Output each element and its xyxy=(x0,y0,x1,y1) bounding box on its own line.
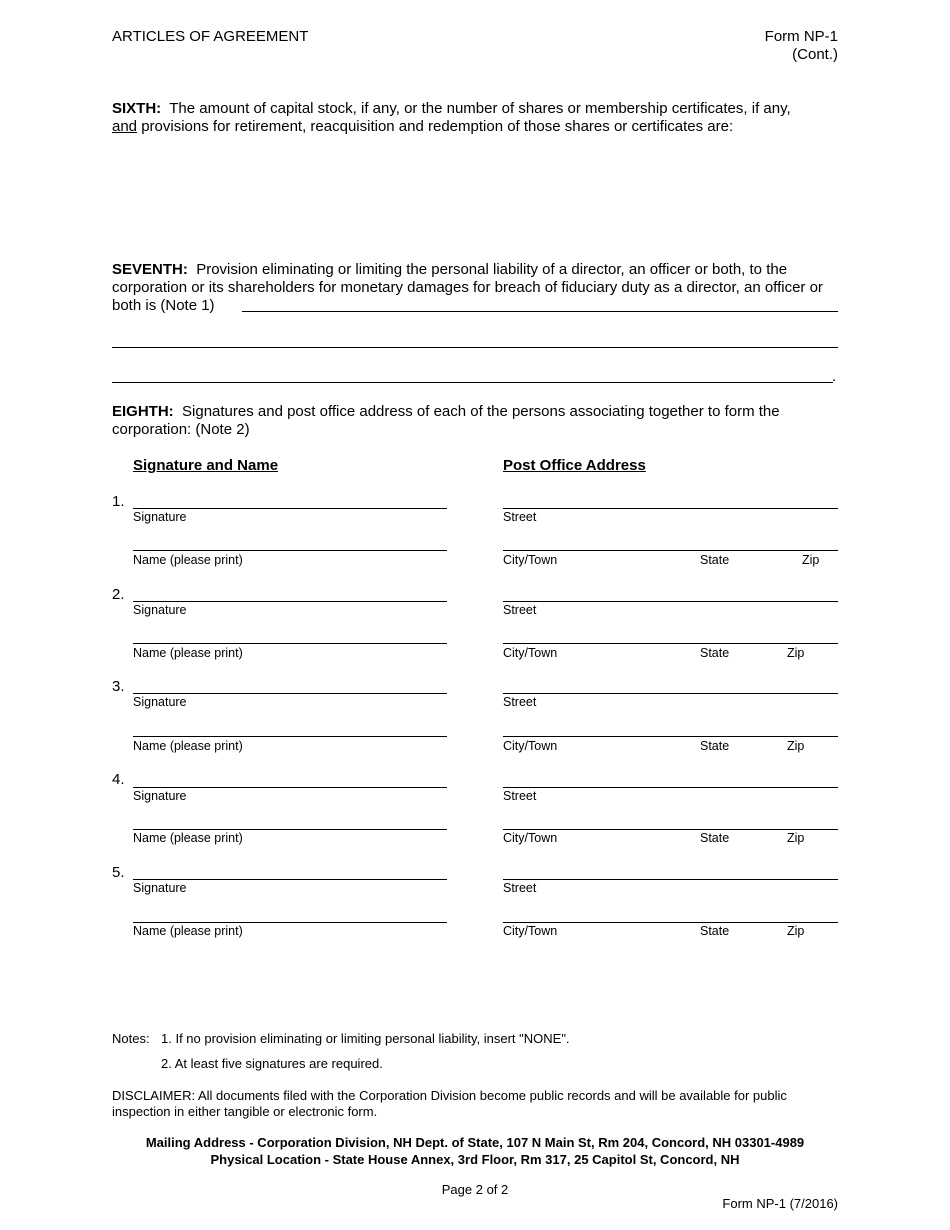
form-id xyxy=(765,28,838,64)
street-label: Street xyxy=(503,789,537,803)
state-label: State xyxy=(700,553,730,567)
name-label: Name (please print) xyxy=(133,924,243,938)
city-label: City/Town xyxy=(503,553,558,567)
physical-location: Physical Location - State House Annex, 3rd Floor, Rm 317, 25 Capitol St, Concord, NH xyxy=(210,1152,740,1167)
state-label: State xyxy=(700,739,730,753)
signature-line[interactable] xyxy=(133,693,447,694)
street-line[interactable] xyxy=(503,508,838,509)
state-label: State xyxy=(700,831,730,845)
sixth-text-line1: The amount of capital stock, if any, or the number of shares or membership certificates, if any, xyxy=(169,100,791,117)
signature-label: Signature xyxy=(133,881,187,895)
signature-label: Signature xyxy=(133,695,187,709)
street-line[interactable] xyxy=(503,601,838,602)
name-label: Name (please print) xyxy=(133,553,243,567)
name-label: Name (please print) xyxy=(133,739,243,753)
city-label: City/Town xyxy=(503,646,558,660)
signature-line[interactable] xyxy=(133,787,447,788)
signature-line[interactable] xyxy=(133,601,447,602)
city-state-zip-line[interactable] xyxy=(503,922,838,923)
form-footer: Form NP-1 (7/2016) xyxy=(722,1196,838,1211)
form-id-text: Form NP-1 xyxy=(764,28,838,45)
city-state-zip-line[interactable] xyxy=(503,829,838,830)
zip-label: Zip xyxy=(787,646,805,660)
signer-number: 2. xyxy=(112,586,125,603)
signature-line[interactable] xyxy=(133,879,447,880)
signature-line[interactable] xyxy=(133,508,447,509)
notes-label: Notes: xyxy=(112,1031,150,1046)
address-column-header: Post Office Address xyxy=(503,457,646,474)
city-state-zip-line[interactable] xyxy=(503,736,838,737)
street-label: Street xyxy=(503,695,537,709)
city-label: City/Town xyxy=(503,924,558,938)
disclaimer: DISCLAIMER: All documents filed with the Corporation Division become public records and will be available for public inspection in either tangible or electronic form. xyxy=(112,1088,787,1119)
note-1: 1. If no provision eliminating or limiting personal liability, insert "NONE". xyxy=(161,1031,570,1046)
zip-label: Zip xyxy=(787,924,805,938)
signature-label: Signature xyxy=(133,510,187,524)
street-label: Street xyxy=(503,881,537,895)
signer-number: 4. xyxy=(112,771,125,788)
zip-label: Zip xyxy=(787,831,805,845)
sixth-and: and xyxy=(112,118,138,135)
sixth-text-line2: provisions for retirement, reacquisition and redemption of those shares or certificates are: xyxy=(137,118,734,135)
seventh-end-period: . xyxy=(832,368,837,385)
seventh-article xyxy=(112,261,842,315)
name-line[interactable] xyxy=(133,736,447,737)
signer-number: 3. xyxy=(112,678,125,695)
seventh-text: Provision eliminating or limiting the personal liability of a director, an officer or both, to the corporation or its shareholders for monetary damages for breach of fiduciary duty as a director, an officer or both is (Note 1) xyxy=(112,261,823,314)
city-state-zip-line[interactable] xyxy=(503,550,838,551)
name-line[interactable] xyxy=(133,922,447,923)
mailing-address: Mailing Address - Corporation Division, NH Dept. of State, 107 N Main St, Rm 204, Concord, NH 03301-4989 xyxy=(145,1135,805,1150)
page-number: Page 2 of 2 xyxy=(441,1182,509,1197)
street-line[interactable] xyxy=(503,787,838,788)
city-state-zip-line[interactable] xyxy=(503,643,838,644)
name-line[interactable] xyxy=(133,829,447,830)
zip-label: Zip xyxy=(802,553,820,567)
city-label: City/Town xyxy=(503,739,558,753)
street-label: Street xyxy=(503,603,537,617)
seventh-label: SEVENTH: xyxy=(112,261,188,278)
zip-label: Zip xyxy=(787,739,805,753)
signer-number: 1. xyxy=(112,493,125,510)
city-label: City/Town xyxy=(503,831,558,845)
signer-number: 5. xyxy=(112,864,125,881)
eighth-label: EIGHTH: xyxy=(112,403,174,420)
state-label: State xyxy=(700,646,730,660)
name-label: Name (please print) xyxy=(133,646,243,660)
document-title: ARTICLES OF AGREEMENT xyxy=(112,28,309,45)
eighth-text: Signatures and post office address of each of the persons associating together to form the corporation: (Note 2) xyxy=(112,403,780,438)
name-line[interactable] xyxy=(133,643,447,644)
form-cont-text: (Cont.) xyxy=(792,46,838,63)
sixth-article xyxy=(112,100,842,136)
seventh-input-line-3[interactable] xyxy=(112,382,833,383)
street-line[interactable] xyxy=(503,879,838,880)
seventh-input-line-1[interactable] xyxy=(242,311,838,312)
sixth-label: SIXTH: xyxy=(112,100,162,117)
street-line[interactable] xyxy=(503,693,838,694)
street-label: Street xyxy=(503,510,537,524)
signature-label: Signature xyxy=(133,603,187,617)
name-line[interactable] xyxy=(133,550,447,551)
state-label: State xyxy=(700,924,730,938)
note-2: 2. At least five signatures are required. xyxy=(161,1056,383,1071)
seventh-input-line-2[interactable] xyxy=(112,347,838,348)
signature-column-header: Signature and Name xyxy=(133,457,279,474)
signature-label: Signature xyxy=(133,789,187,803)
eighth-article xyxy=(112,403,842,439)
name-label: Name (please print) xyxy=(133,831,243,845)
